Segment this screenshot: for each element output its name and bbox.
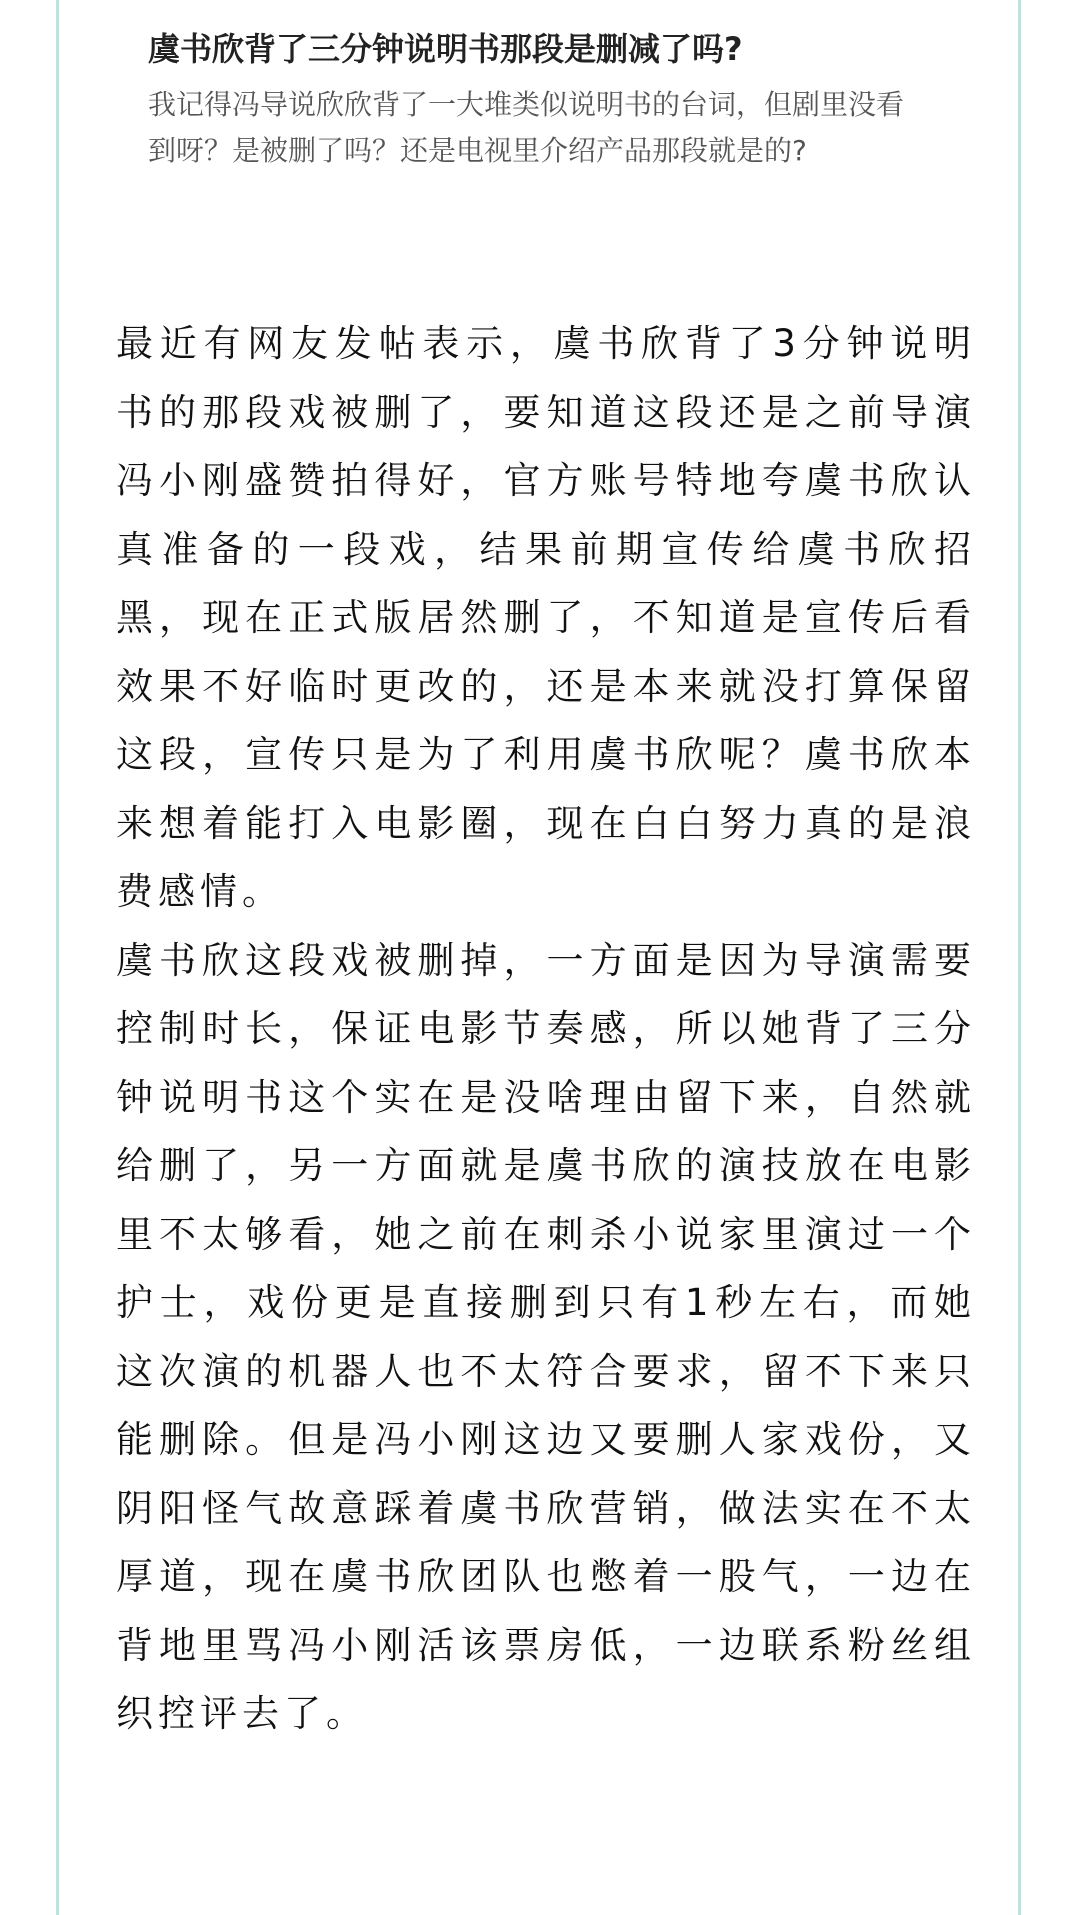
question-description: 我记得冯导说欣欣背了一大堆类似说明书的台词，但剧里没看到呀？是被删了吗？还是电视里介绍产品那段就是的? [148,88,905,167]
left-border-line [56,0,59,1915]
article-body [116,310,976,1749]
question-block [148,18,968,174]
question-title: 虞书欣背了三分钟说明书那段是删减了吗? [148,30,743,68]
article-paragraph-1: 最近有网友发帖表示，虞书欣背了3分钟说明书的那段戏被删了，要知道这段还是之前导演冯小刚盛赞拍得好，官方账号特地夸虞书欣认真准备的一段戏，结果前期宣传给虞书欣招黑，现在正式版居然删了，不知道是宣传后看效果不好临时更改的，还是本来就没打算保留这段，宣传只是为了利用虞书欣呢？虞书欣本来想着能打入电影圈，现在白白努力真的是浪费感情。 [116,322,976,913]
right-border-line [1018,0,1021,1915]
article-paragraph-2: 虞书欣这段戏被删掉，一方面是因为导演需要控制时长，保证电影节奏感，所以她背了三分钟说明书这个实在是没啥理由留下来，自然就给删了，另一方面就是虞书欣的演技放在电影里不太够看，她之前在刺杀小说家里演过一个护士，戏份更是直接删到只有1秒左右，而她这次演的机器人也不太符合要求，留不下来只能删除。但是冯小刚这边又要删人家戏份，又阴阳怪气故意踩着虞书欣营销，做法实在不太厚道，现在虞书欣团队也憋着一股气，一边在背地里骂冯小刚活该票房低，一边联系粉丝组织控评去了。 [116,938,976,1735]
